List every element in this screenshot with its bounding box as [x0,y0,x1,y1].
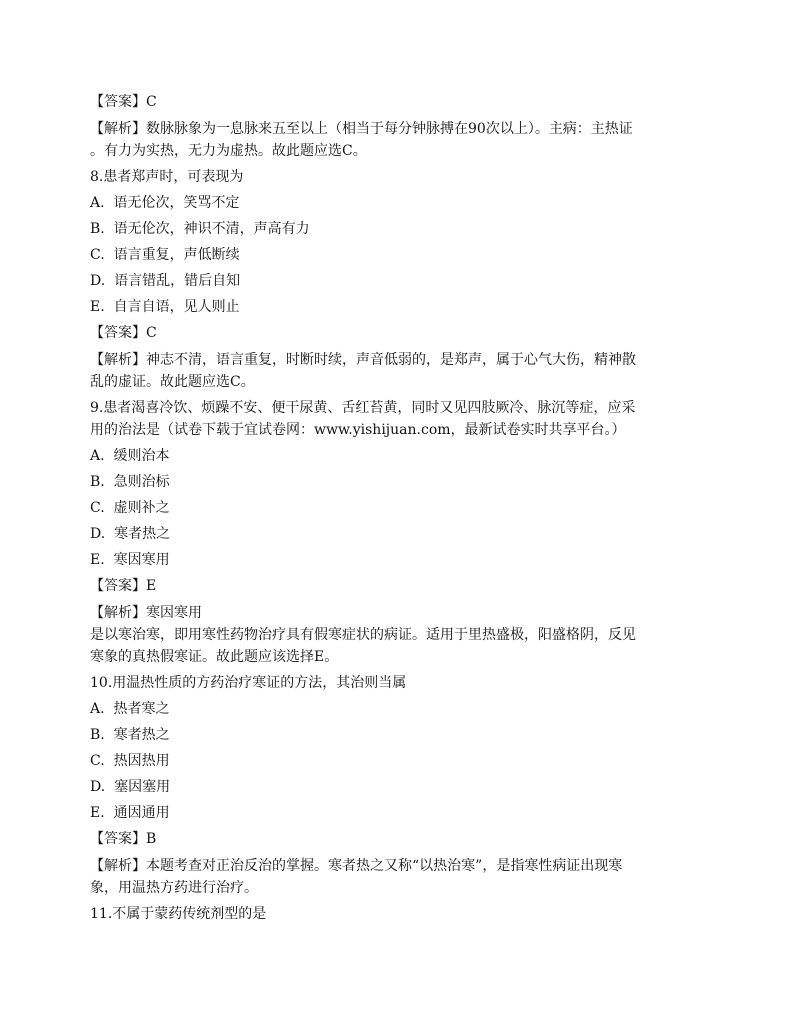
text-line: 。有力为实热，无力为虚热。故此题应选C。 [90,143,367,159]
text-line: 象，用温热方药进行治疗。 [90,880,258,896]
answer-line: 【答案】C [90,94,157,110]
explanation-block [90,349,710,393]
answer-line: 【答案】E [90,578,157,594]
option-line: A. 热者寒之 [90,701,170,717]
option-line: D. 塞因塞用 [90,779,171,795]
option-line: B. 急则治标 [90,474,170,490]
explanation-block [90,602,710,668]
text-line: 【解析】神志不清，语言重复，时断时续，声音低弱的，是郑声，属于心气大伤，精神散 [90,352,636,368]
option-line: D. 语言错乱，错后自知 [90,273,241,289]
text-line: 【解析】数脉脉象为一息脉来五至以上（相当于每分钟脉搏在90次以上）。主病：主热证 [90,121,633,137]
explanation-block [90,118,710,162]
option-line: B. 语无伦次，神识不清，声高有力 [90,221,310,237]
question-line: 8.患者郑声时，可表现为 [90,169,244,185]
text-line: 9.患者渴喜冷饮、烦躁不安、便干尿黄、舌红苔黄，同时又见四肢厥冷、脉沉等症，应采 [90,400,636,416]
text-line: 【解析】寒因寒用 [90,605,202,621]
option-line: A. 语无伦次，笑骂不定 [90,195,240,211]
document-content [90,91,710,929]
option-line: B. 寒者热之 [90,727,170,743]
answer-line: 【答案】C [90,325,157,341]
option-line: C. 热因热用 [90,753,170,769]
answer-line: 【答案】B [90,831,157,847]
text-line: 用的治法是（试卷下载于宜试卷网：www.yishijuan.com，最新试卷实时共享平台。） [90,422,626,438]
question-block [90,397,710,441]
text-line: 是以寒治寒，即用寒性药物治疗具有假寒症状的病证。适用于里热盛极，阳盛格阴，反见 [90,627,636,643]
question-line: 11.不属于蒙药传统剂型的是 [90,906,267,922]
text-line: 乱的虚证。故此题应选C。 [90,374,255,390]
option-line: A. 缓则治本 [90,448,170,464]
text-line: 【解析】本题考查对正治反治的掌握。寒者热之又称“以热治寒”，是指寒性病证出现寒 [90,858,623,874]
explanation-block [90,855,710,899]
option-line: E. 通因通用 [90,805,170,821]
text-line: 寒象的真热假寒证。故此题应该选择E。 [90,649,339,665]
option-line: C. 虚则补之 [90,500,170,516]
option-line: E. 寒因寒用 [90,552,170,568]
option-line: E. 自言自语，见人则止 [90,299,240,315]
option-line: D. 寒者热之 [90,526,171,542]
option-line: C. 语言重复，声低断续 [90,247,240,263]
question-line: 10.用温热性质的方药治疗寒证的方法，其治则当属 [90,675,407,691]
